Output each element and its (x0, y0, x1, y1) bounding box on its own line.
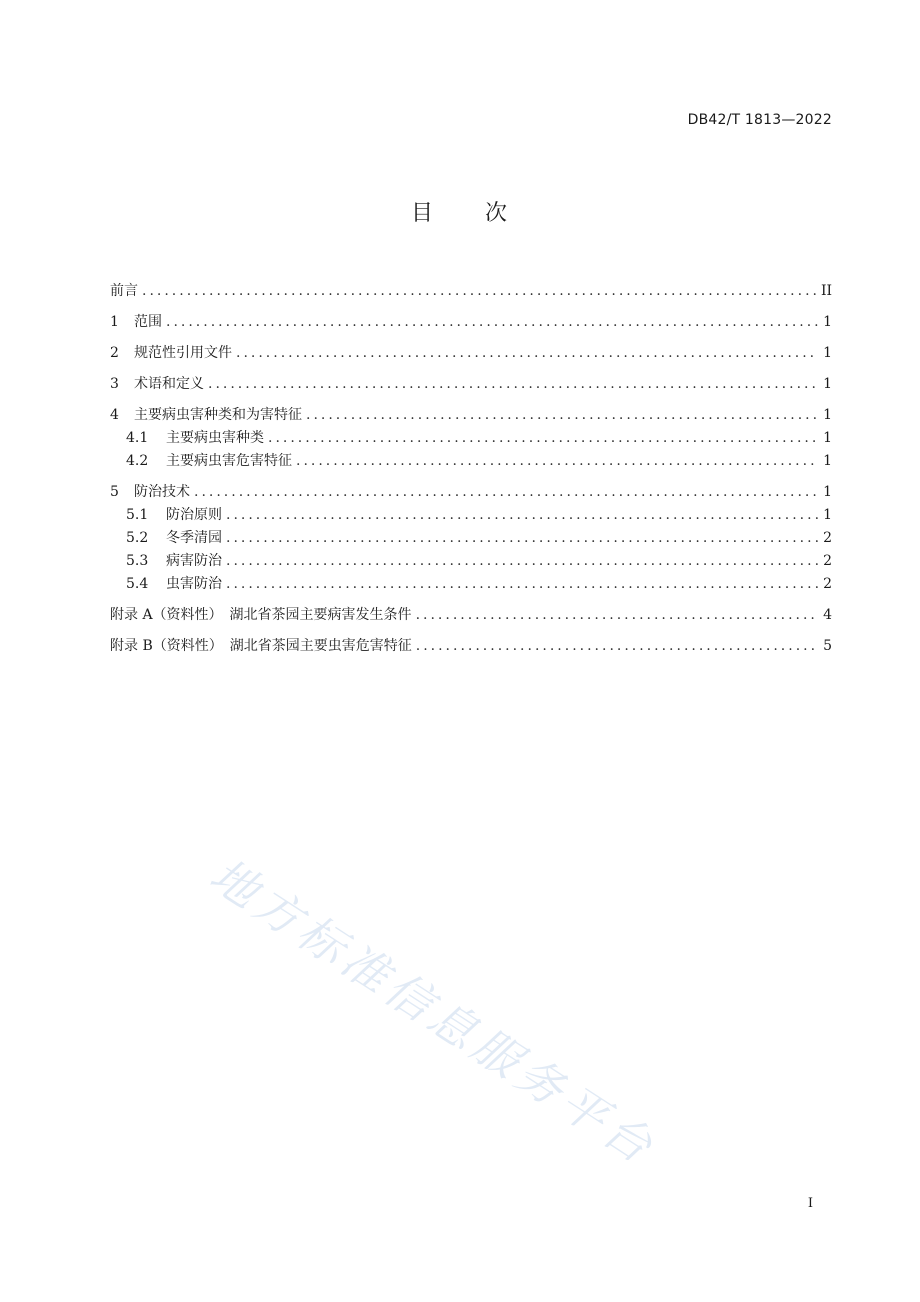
toc-entry-label: 防治原则 (166, 507, 222, 523)
toc-entry-label: 范围 (134, 314, 162, 330)
toc-leader-dots (142, 280, 817, 303)
toc-entry-number: 2 (110, 345, 119, 361)
toc-entry-page: 1 (823, 453, 832, 469)
toc-leader-dots (208, 373, 818, 396)
toc-leader-dots (226, 550, 818, 573)
toc-entry-number: 5.2 (126, 530, 149, 546)
toc-entry-5-2[interactable] (110, 527, 832, 550)
toc-entry-page: 1 (823, 484, 832, 500)
toc-entry-label: 虫害防治 (166, 576, 222, 592)
document-code: DB42/T 1813—2022 (687, 112, 832, 128)
toc-title-char-1: 目 (410, 201, 435, 226)
toc-entry-page: 2 (823, 530, 832, 546)
toc-entry-control-techniques[interactable] (110, 481, 832, 504)
toc-leader-dots (226, 527, 818, 550)
toc-entry-normative-references[interactable] (110, 342, 832, 365)
toc-entry-pest-types[interactable] (110, 404, 832, 427)
footer-page-number: I (807, 1196, 813, 1211)
toc-entry-page: 4 (823, 607, 832, 623)
toc-entry-number: 4 (110, 407, 119, 423)
toc-entry-number: 4.2 (126, 453, 149, 469)
toc-entry-label: 冬季清园 (166, 530, 222, 546)
toc-entry-label: 主要病虫害危害特征 (166, 453, 292, 469)
toc-entry-label: 主要病虫害种类和为害特征 (134, 407, 302, 423)
toc-leader-dots (306, 404, 818, 427)
toc-entry-label: 病害防治 (166, 553, 222, 569)
toc-entry-label: 防治技术 (134, 484, 190, 500)
toc-leader-dots (226, 573, 818, 596)
table-of-contents (110, 280, 832, 658)
toc-entry-number: 4.1 (126, 430, 149, 446)
toc-entry-page: 1 (823, 430, 832, 446)
toc-entry-appendix-a[interactable] (110, 604, 832, 627)
toc-entry-scope[interactable] (110, 311, 832, 334)
toc-entry-preface[interactable] (110, 280, 832, 303)
toc-entry-page: 1 (823, 407, 832, 423)
toc-entry-5-4[interactable] (110, 573, 832, 596)
toc-entry-label: 附录 B（资料性） 湖北省茶园主要虫害危害特征 (110, 638, 412, 654)
toc-entry-page: 1 (823, 376, 832, 392)
toc-leader-dots (166, 311, 818, 334)
toc-entry-label: 规范性引用文件 (134, 345, 232, 361)
toc-entry-5-1[interactable] (110, 504, 832, 527)
toc-leader-dots (416, 635, 818, 658)
toc-leader-dots (236, 342, 818, 365)
toc-leader-dots (194, 481, 818, 504)
toc-entry-number: 5.3 (126, 553, 149, 569)
toc-entry-page: 2 (823, 553, 832, 569)
toc-leader-dots (296, 450, 818, 473)
toc-leader-dots (268, 427, 818, 450)
toc-entry-page: 5 (823, 638, 832, 654)
toc-entry-label: 前言 (110, 283, 138, 299)
toc-entry-page: 1 (823, 507, 832, 523)
toc-entry-5-3[interactable] (110, 550, 832, 573)
toc-entry-page: II (820, 283, 832, 299)
toc-entry-label: 术语和定义 (134, 376, 204, 392)
toc-entry-label: 附录 A（资料性） 湖北省茶园主要病害发生条件 (110, 607, 412, 623)
toc-entry-number: 3 (110, 376, 119, 392)
toc-entry-page: 1 (823, 314, 832, 330)
toc-entry-appendix-b[interactable] (110, 635, 832, 658)
toc-entry-number: 1 (110, 314, 119, 330)
toc-entry-4-2[interactable] (110, 450, 832, 473)
watermark: 地方标准信息服务平台 (200, 847, 667, 1177)
toc-entry-page: 2 (823, 576, 832, 592)
toc-entry-label: 主要病虫害种类 (166, 430, 264, 446)
toc-entry-number: 5.1 (126, 507, 149, 523)
toc-title-char-2: 次 (485, 201, 510, 226)
toc-title (0, 196, 920, 227)
toc-entry-terms[interactable] (110, 373, 832, 396)
toc-entry-4-1[interactable] (110, 427, 832, 450)
toc-entry-number: 5 (110, 484, 119, 500)
toc-leader-dots (226, 504, 818, 527)
toc-entry-number: 5.4 (126, 576, 149, 592)
toc-leader-dots (416, 604, 818, 627)
toc-entry-page: 1 (823, 345, 832, 361)
